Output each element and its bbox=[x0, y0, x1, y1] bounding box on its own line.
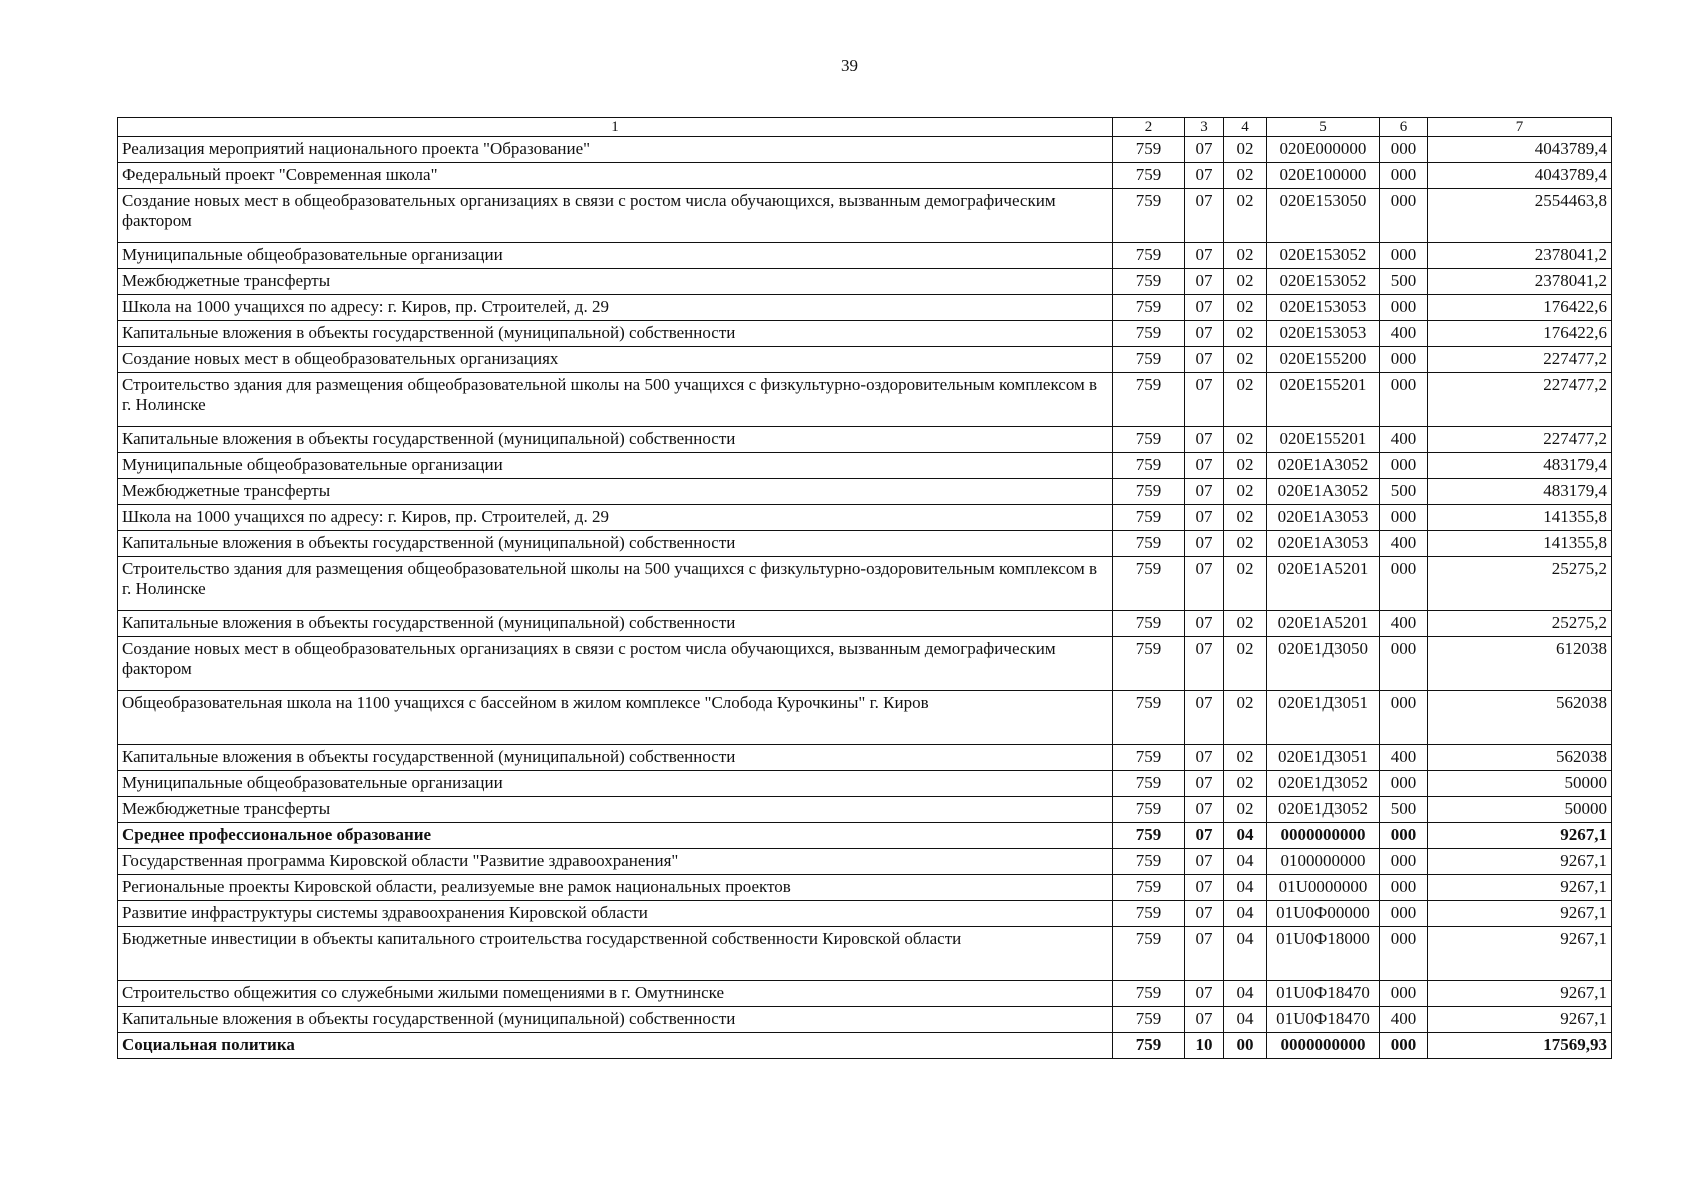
cell-subsection: 02 bbox=[1224, 453, 1267, 479]
cell-name: Капитальные вложения в объекты государственной (муниципальной) собственности bbox=[118, 611, 1113, 637]
table-row bbox=[118, 137, 1612, 163]
table-row bbox=[118, 901, 1612, 927]
cell-code-admin: 759 bbox=[1113, 981, 1185, 1007]
cell-amount: 9267,1 bbox=[1428, 823, 1612, 849]
cell-expense-type: 000 bbox=[1380, 823, 1428, 849]
cell-amount: 227477,2 bbox=[1428, 373, 1612, 427]
table-row bbox=[118, 479, 1612, 505]
cell-target-article: 020E1Д3051 bbox=[1267, 745, 1380, 771]
cell-subsection: 02 bbox=[1224, 347, 1267, 373]
cell-amount: 9267,1 bbox=[1428, 927, 1612, 981]
cell-code-admin: 759 bbox=[1113, 691, 1185, 745]
table-row bbox=[118, 771, 1612, 797]
table-row bbox=[118, 1033, 1612, 1059]
cell-expense-type: 000 bbox=[1380, 163, 1428, 189]
cell-target-article: 01U0Ф00000 bbox=[1267, 901, 1380, 927]
cell-section: 07 bbox=[1185, 823, 1224, 849]
cell-code-admin: 759 bbox=[1113, 347, 1185, 373]
cell-target-article: 020E153053 bbox=[1267, 321, 1380, 347]
cell-expense-type: 500 bbox=[1380, 479, 1428, 505]
cell-section: 07 bbox=[1185, 691, 1224, 745]
cell-target-article: 020E1A5201 bbox=[1267, 611, 1380, 637]
cell-section: 07 bbox=[1185, 453, 1224, 479]
cell-amount: 176422,6 bbox=[1428, 295, 1612, 321]
cell-amount: 227477,2 bbox=[1428, 427, 1612, 453]
cell-amount: 562038 bbox=[1428, 691, 1612, 745]
cell-name: Общеобразовательная школа на 1100 учащихся с бассейном в жилом комплексе "Слобода Курочкины" г. Киров bbox=[118, 691, 1113, 745]
page-number: 39 bbox=[841, 56, 858, 75]
cell-amount: 2378041,2 bbox=[1428, 243, 1612, 269]
table-row bbox=[118, 243, 1612, 269]
cell-code-admin: 759 bbox=[1113, 875, 1185, 901]
cell-name: Создание новых мест в общеобразовательных организациях bbox=[118, 347, 1113, 373]
cell-name: Капитальные вложения в объекты государственной (муниципальной) собственности bbox=[118, 745, 1113, 771]
cell-section: 07 bbox=[1185, 981, 1224, 1007]
cell-amount: 141355,8 bbox=[1428, 505, 1612, 531]
table-row bbox=[118, 745, 1612, 771]
cell-code-admin: 759 bbox=[1113, 321, 1185, 347]
cell-code-admin: 759 bbox=[1113, 849, 1185, 875]
cell-code-admin: 759 bbox=[1113, 427, 1185, 453]
cell-expense-type: 000 bbox=[1380, 875, 1428, 901]
cell-section: 07 bbox=[1185, 771, 1224, 797]
header-col-5: 5 bbox=[1267, 118, 1380, 137]
cell-code-admin: 759 bbox=[1113, 269, 1185, 295]
cell-code-admin: 759 bbox=[1113, 453, 1185, 479]
cell-section: 07 bbox=[1185, 1007, 1224, 1033]
cell-subsection: 04 bbox=[1224, 849, 1267, 875]
cell-amount: 2378041,2 bbox=[1428, 269, 1612, 295]
cell-subsection: 02 bbox=[1224, 797, 1267, 823]
cell-subsection: 04 bbox=[1224, 901, 1267, 927]
cell-target-article: 020E153053 bbox=[1267, 295, 1380, 321]
cell-amount: 141355,8 bbox=[1428, 531, 1612, 557]
cell-subsection: 04 bbox=[1224, 981, 1267, 1007]
cell-name: Межбюджетные трансферты bbox=[118, 797, 1113, 823]
cell-amount: 25275,2 bbox=[1428, 611, 1612, 637]
cell-subsection: 04 bbox=[1224, 823, 1267, 849]
cell-subsection: 02 bbox=[1224, 427, 1267, 453]
cell-expense-type: 000 bbox=[1380, 771, 1428, 797]
cell-code-admin: 759 bbox=[1113, 163, 1185, 189]
cell-code-admin: 759 bbox=[1113, 373, 1185, 427]
cell-subsection: 02 bbox=[1224, 691, 1267, 745]
table-row bbox=[118, 691, 1612, 745]
cell-section: 07 bbox=[1185, 269, 1224, 295]
cell-code-admin: 759 bbox=[1113, 823, 1185, 849]
cell-code-admin: 759 bbox=[1113, 531, 1185, 557]
cell-section: 07 bbox=[1185, 849, 1224, 875]
cell-amount: 17569,93 bbox=[1428, 1033, 1612, 1059]
cell-expense-type: 000 bbox=[1380, 295, 1428, 321]
cell-expense-type: 000 bbox=[1380, 347, 1428, 373]
cell-code-admin: 759 bbox=[1113, 611, 1185, 637]
cell-target-article: 01U0000000 bbox=[1267, 875, 1380, 901]
cell-amount: 25275,2 bbox=[1428, 557, 1612, 611]
cell-subsection: 04 bbox=[1224, 1007, 1267, 1033]
cell-name: Бюджетные инвестиции в объекты капитального строительства государственной собственности Кировской области bbox=[118, 927, 1113, 981]
table-row bbox=[118, 637, 1612, 691]
cell-expense-type: 000 bbox=[1380, 189, 1428, 243]
cell-name: Федеральный проект "Современная школа" bbox=[118, 163, 1113, 189]
cell-code-admin: 759 bbox=[1113, 1033, 1185, 1059]
cell-name: Школа на 1000 учащихся по адресу: г. Киров, пр. Строителей, д. 29 bbox=[118, 505, 1113, 531]
cell-subsection: 02 bbox=[1224, 505, 1267, 531]
cell-expense-type: 400 bbox=[1380, 427, 1428, 453]
table-row bbox=[118, 373, 1612, 427]
cell-subsection: 02 bbox=[1224, 373, 1267, 427]
cell-amount: 50000 bbox=[1428, 771, 1612, 797]
cell-code-admin: 759 bbox=[1113, 295, 1185, 321]
cell-expense-type: 000 bbox=[1380, 557, 1428, 611]
cell-name: Государственная программа Кировской области "Развитие здравоохранения" bbox=[118, 849, 1113, 875]
cell-target-article: 0000000000 bbox=[1267, 1033, 1380, 1059]
cell-section: 07 bbox=[1185, 163, 1224, 189]
cell-name: Муниципальные общеобразовательные организации bbox=[118, 453, 1113, 479]
cell-subsection: 02 bbox=[1224, 295, 1267, 321]
table-header bbox=[118, 118, 1612, 137]
cell-amount: 562038 bbox=[1428, 745, 1612, 771]
cell-expense-type: 000 bbox=[1380, 137, 1428, 163]
header-col-6: 6 bbox=[1380, 118, 1428, 137]
cell-name: Строительство здания для размещения общеобразовательной школы на 500 учащихся с физкультурно-оздоровительным комплексом в г. Нолинске bbox=[118, 373, 1113, 427]
table-row bbox=[118, 1007, 1612, 1033]
cell-expense-type: 000 bbox=[1380, 927, 1428, 981]
cell-name: Социальная политика bbox=[118, 1033, 1113, 1059]
cell-amount: 9267,1 bbox=[1428, 1007, 1612, 1033]
table-row bbox=[118, 505, 1612, 531]
cell-code-admin: 759 bbox=[1113, 557, 1185, 611]
cell-amount: 9267,1 bbox=[1428, 849, 1612, 875]
table-row bbox=[118, 321, 1612, 347]
cell-section: 07 bbox=[1185, 505, 1224, 531]
cell-expense-type: 000 bbox=[1380, 243, 1428, 269]
cell-name: Капитальные вложения в объекты государственной (муниципальной) собственности bbox=[118, 427, 1113, 453]
cell-code-admin: 759 bbox=[1113, 745, 1185, 771]
cell-target-article: 01U0Ф18000 bbox=[1267, 927, 1380, 981]
cell-code-admin: 759 bbox=[1113, 797, 1185, 823]
cell-code-admin: 759 bbox=[1113, 243, 1185, 269]
cell-name: Муниципальные общеобразовательные организации bbox=[118, 243, 1113, 269]
cell-subsection: 02 bbox=[1224, 269, 1267, 295]
table-row bbox=[118, 347, 1612, 373]
cell-target-article: 0100000000 bbox=[1267, 849, 1380, 875]
cell-target-article: 020E000000 bbox=[1267, 137, 1380, 163]
cell-name: Муниципальные общеобразовательные организации bbox=[118, 771, 1113, 797]
table-row bbox=[118, 849, 1612, 875]
cell-subsection: 02 bbox=[1224, 243, 1267, 269]
cell-subsection: 02 bbox=[1224, 531, 1267, 557]
cell-code-admin: 759 bbox=[1113, 771, 1185, 797]
header-row bbox=[118, 118, 1612, 137]
header-col-4: 4 bbox=[1224, 118, 1267, 137]
cell-target-article: 020E1A5201 bbox=[1267, 557, 1380, 611]
cell-amount: 4043789,4 bbox=[1428, 163, 1612, 189]
cell-section: 07 bbox=[1185, 611, 1224, 637]
cell-amount: 612038 bbox=[1428, 637, 1612, 691]
cell-expense-type: 000 bbox=[1380, 901, 1428, 927]
cell-name: Капитальные вложения в объекты государственной (муниципальной) собственности bbox=[118, 321, 1113, 347]
table-row bbox=[118, 453, 1612, 479]
cell-target-article: 01U0Ф18470 bbox=[1267, 1007, 1380, 1033]
budget-table bbox=[117, 117, 1612, 1059]
cell-target-article: 020E1A3053 bbox=[1267, 531, 1380, 557]
cell-amount: 227477,2 bbox=[1428, 347, 1612, 373]
cell-expense-type: 400 bbox=[1380, 745, 1428, 771]
cell-name: Капитальные вложения в объекты государственной (муниципальной) собственности bbox=[118, 1007, 1113, 1033]
table-row bbox=[118, 927, 1612, 981]
cell-expense-type: 000 bbox=[1380, 849, 1428, 875]
cell-expense-type: 000 bbox=[1380, 981, 1428, 1007]
table-row bbox=[118, 269, 1612, 295]
cell-target-article: 020E153050 bbox=[1267, 189, 1380, 243]
cell-target-article: 0000000000 bbox=[1267, 823, 1380, 849]
cell-code-admin: 759 bbox=[1113, 637, 1185, 691]
cell-subsection: 02 bbox=[1224, 189, 1267, 243]
table-row bbox=[118, 611, 1612, 637]
table-row bbox=[118, 823, 1612, 849]
cell-target-article: 020E1Д3051 bbox=[1267, 691, 1380, 745]
cell-code-admin: 759 bbox=[1113, 1007, 1185, 1033]
cell-section: 07 bbox=[1185, 137, 1224, 163]
cell-target-article: 020E1A3052 bbox=[1267, 453, 1380, 479]
cell-section: 07 bbox=[1185, 295, 1224, 321]
cell-section: 07 bbox=[1185, 321, 1224, 347]
cell-subsection: 04 bbox=[1224, 927, 1267, 981]
cell-subsection: 02 bbox=[1224, 479, 1267, 505]
table-row bbox=[118, 875, 1612, 901]
cell-expense-type: 500 bbox=[1380, 797, 1428, 823]
cell-name: Строительство общежития со служебными жилыми помещениями в г. Омутнинске bbox=[118, 981, 1113, 1007]
cell-subsection: 02 bbox=[1224, 611, 1267, 637]
table-body bbox=[118, 137, 1612, 1059]
cell-amount: 9267,1 bbox=[1428, 981, 1612, 1007]
cell-section: 07 bbox=[1185, 479, 1224, 505]
cell-subsection: 00 bbox=[1224, 1033, 1267, 1059]
cell-expense-type: 400 bbox=[1380, 1007, 1428, 1033]
cell-code-admin: 759 bbox=[1113, 901, 1185, 927]
cell-amount: 9267,1 bbox=[1428, 901, 1612, 927]
cell-section: 07 bbox=[1185, 901, 1224, 927]
cell-section: 07 bbox=[1185, 243, 1224, 269]
cell-expense-type: 000 bbox=[1380, 373, 1428, 427]
table-row bbox=[118, 295, 1612, 321]
header-col-3: 3 bbox=[1185, 118, 1224, 137]
cell-target-article: 020E155201 bbox=[1267, 373, 1380, 427]
cell-section: 07 bbox=[1185, 347, 1224, 373]
cell-expense-type: 400 bbox=[1380, 531, 1428, 557]
cell-code-admin: 759 bbox=[1113, 479, 1185, 505]
cell-name: Капитальные вложения в объекты государственной (муниципальной) собственности bbox=[118, 531, 1113, 557]
cell-expense-type: 000 bbox=[1380, 691, 1428, 745]
cell-target-article: 020E153052 bbox=[1267, 269, 1380, 295]
table-row bbox=[118, 531, 1612, 557]
table-row bbox=[118, 163, 1612, 189]
cell-subsection: 02 bbox=[1224, 557, 1267, 611]
cell-amount: 483179,4 bbox=[1428, 479, 1612, 505]
cell-target-article: 020E1Д3052 bbox=[1267, 797, 1380, 823]
table-row bbox=[118, 189, 1612, 243]
cell-target-article: 020E1A3053 bbox=[1267, 505, 1380, 531]
cell-target-article: 020E1A3052 bbox=[1267, 479, 1380, 505]
cell-amount: 9267,1 bbox=[1428, 875, 1612, 901]
cell-section: 07 bbox=[1185, 745, 1224, 771]
cell-subsection: 02 bbox=[1224, 137, 1267, 163]
cell-name: Создание новых мест в общеобразовательных организациях в связи с ростом числа обучающихся, вызванным демографическим фактором bbox=[118, 637, 1113, 691]
cell-section: 07 bbox=[1185, 373, 1224, 427]
cell-target-article: 020E153052 bbox=[1267, 243, 1380, 269]
cell-amount: 2554463,8 bbox=[1428, 189, 1612, 243]
cell-amount: 483179,4 bbox=[1428, 453, 1612, 479]
cell-subsection: 04 bbox=[1224, 875, 1267, 901]
cell-code-admin: 759 bbox=[1113, 927, 1185, 981]
cell-section: 07 bbox=[1185, 797, 1224, 823]
cell-expense-type: 000 bbox=[1380, 505, 1428, 531]
header-col-2: 2 bbox=[1113, 118, 1185, 137]
cell-target-article: 020E155200 bbox=[1267, 347, 1380, 373]
cell-section: 07 bbox=[1185, 427, 1224, 453]
cell-subsection: 02 bbox=[1224, 771, 1267, 797]
table-row bbox=[118, 797, 1612, 823]
cell-code-admin: 759 bbox=[1113, 189, 1185, 243]
cell-subsection: 02 bbox=[1224, 637, 1267, 691]
cell-expense-type: 000 bbox=[1380, 637, 1428, 691]
header-col-1: 1 bbox=[118, 118, 1113, 137]
table-row bbox=[118, 427, 1612, 453]
cell-target-article: 020E155201 bbox=[1267, 427, 1380, 453]
cell-name: Развитие инфраструктуры системы здравоохранения Кировской области bbox=[118, 901, 1113, 927]
cell-section: 07 bbox=[1185, 875, 1224, 901]
cell-name: Строительство здания для размещения общеобразовательной школы на 500 учащихся с физкультурно-оздоровительным комплексом в г. Нолинске bbox=[118, 557, 1113, 611]
cell-section: 07 bbox=[1185, 189, 1224, 243]
table-row bbox=[118, 981, 1612, 1007]
cell-amount: 176422,6 bbox=[1428, 321, 1612, 347]
header-col-7: 7 bbox=[1428, 118, 1612, 137]
cell-expense-type: 000 bbox=[1380, 453, 1428, 479]
cell-code-admin: 759 bbox=[1113, 137, 1185, 163]
cell-name: Создание новых мест в общеобразовательных организациях в связи с ростом числа обучающихся, вызванным демографическим фактором bbox=[118, 189, 1113, 243]
cell-name: Реализация мероприятий национального проекта "Образование" bbox=[118, 137, 1113, 163]
table-row bbox=[118, 557, 1612, 611]
cell-name: Среднее профессиональное образование bbox=[118, 823, 1113, 849]
cell-expense-type: 400 bbox=[1380, 611, 1428, 637]
cell-name: Региональные проекты Кировской области, реализуемые вне рамок национальных проектов bbox=[118, 875, 1113, 901]
cell-section: 07 bbox=[1185, 557, 1224, 611]
cell-target-article: 01U0Ф18470 bbox=[1267, 981, 1380, 1007]
cell-amount: 4043789,4 bbox=[1428, 137, 1612, 163]
cell-expense-type: 500 bbox=[1380, 269, 1428, 295]
cell-section: 07 bbox=[1185, 637, 1224, 691]
cell-name: Межбюджетные трансферты bbox=[118, 479, 1113, 505]
cell-target-article: 020E1Д3052 bbox=[1267, 771, 1380, 797]
cell-target-article: 020E100000 bbox=[1267, 163, 1380, 189]
cell-code-admin: 759 bbox=[1113, 505, 1185, 531]
cell-name: Межбюджетные трансферты bbox=[118, 269, 1113, 295]
cell-expense-type: 400 bbox=[1380, 321, 1428, 347]
cell-expense-type: 000 bbox=[1380, 1033, 1428, 1059]
cell-section: 07 bbox=[1185, 927, 1224, 981]
cell-amount: 50000 bbox=[1428, 797, 1612, 823]
cell-target-article: 020E1Д3050 bbox=[1267, 637, 1380, 691]
cell-subsection: 02 bbox=[1224, 163, 1267, 189]
cell-section: 07 bbox=[1185, 531, 1224, 557]
cell-subsection: 02 bbox=[1224, 321, 1267, 347]
cell-subsection: 02 bbox=[1224, 745, 1267, 771]
cell-section: 10 bbox=[1185, 1033, 1224, 1059]
cell-name: Школа на 1000 учащихся по адресу: г. Киров, пр. Строителей, д. 29 bbox=[118, 295, 1113, 321]
